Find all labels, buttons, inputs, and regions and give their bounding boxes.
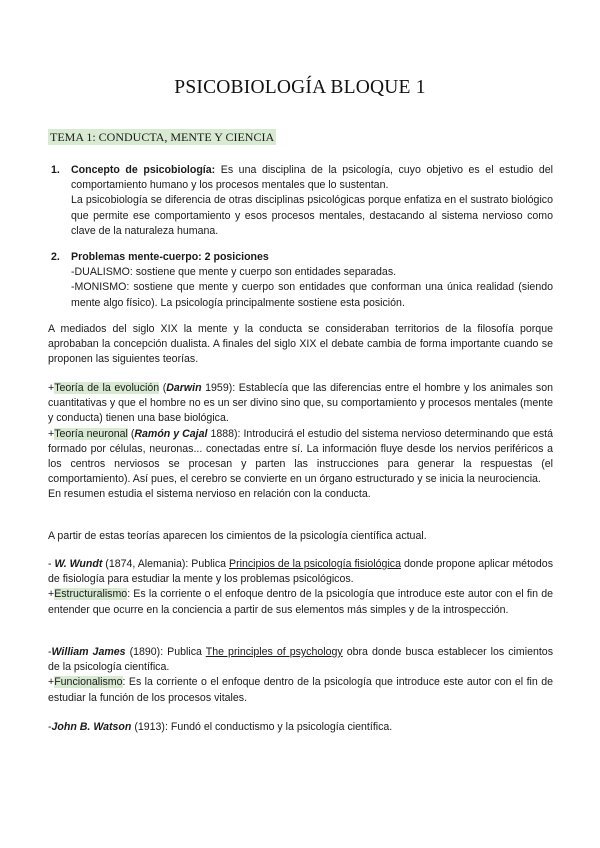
plus-prefix: +: [48, 588, 55, 601]
wundt-text: donde propone aplicar métodos de fisiología para estudiar la mente y los problemas psicológicos.: [48, 558, 553, 586]
monismo-line: -MONISMO: sostiene que mente y cuerpo son entidades que conforman una única realidad (siendo mente algo físico). La psicología principalmente sostiene esta posición.: [71, 281, 553, 309]
school-funcionalismo: Funcionalismo: [54, 676, 123, 689]
james-paragraph: [48, 645, 553, 706]
theory-evolucion-label: Teoría de la evolución: [54, 382, 160, 394]
cimientos-paragraph: A partir de estas teorías aparecen los cimientos de la psicología científica actual.: [48, 530, 427, 542]
document-title: PSICOBIOLOGÍA BLOQUE 1: [174, 77, 426, 98]
author-darwin: Darwin: [166, 382, 202, 394]
funcionalismo-text: : Es la corriente o el enfoque dentro de la psicología que introduce este autor con el fin de estudiar la función de los procesos vitales.: [48, 676, 553, 704]
section-heading-tema-1: TEMA 1: CONDUCTA, MENTE Y CIENCIA: [50, 130, 275, 144]
school-estructuralismo: Estructuralismo: [54, 588, 128, 601]
wundt-paragraph: [48, 557, 553, 618]
item-heading: Problemas mente-cuerpo: 2 posiciones: [71, 251, 269, 263]
theory-evolucion-text: 1959): Establecía que las diferencias entre el hombre y los animales son cuantitativas y que el hombre no es un ser divino sino que, su comportamiento y procesos mentales (mente y conducta) tienen una base biológica.: [48, 382, 554, 425]
plus-prefix: +: [48, 427, 55, 440]
theory-neuronal-label: Teoría neuronal: [54, 427, 128, 440]
author-watson: John B. Watson: [51, 721, 132, 733]
list-item-concepto: [48, 163, 553, 239]
author-cajal: Ramón y Cajal: [134, 427, 208, 440]
item-text: La psicobiología se diferencia de otras disciplinas psicológicas porque enfatiza en el sustrato biológico que permite ese comportamiento y esos procesos mentales, destacando al sistema nervioso como clave de la naturaleza humana.: [71, 194, 553, 237]
plus-prefix: +: [48, 382, 55, 394]
james-mid: (1890): Publica: [125, 646, 206, 658]
dash-prefix: -: [48, 721, 52, 733]
wundt-mid: (1874, Alemania): Publica: [102, 558, 229, 570]
paren-open: (: [127, 427, 135, 440]
dualismo-line: -DUALISMO: sostiene que mente y cuerpo son entidades separadas.: [71, 266, 397, 279]
theory-neuronal-text: 1888): Introducirá el estudio del sistema nervioso determinando que está formado por células, neuronas... conectadas entre sí. La información fluye desde los nervios periféricos a los centros nerviosos se procesan y parten las instrucciones para generar la respuestas (el comportamiento). Así pues, el cerebro se convierte en un órgano estructurado y se inicia la neurociencia.: [48, 427, 553, 486]
book-title-wundt: Principios de la psicología fisiológica: [229, 558, 401, 570]
plus-prefix: +: [48, 676, 55, 689]
book-title-james: The principles of psychology: [205, 646, 343, 658]
dash-prefix: -: [48, 646, 52, 658]
author-james: William James: [51, 646, 126, 658]
intro-paragraph: A mediados del siglo XIX la mente y la conducta se consideraban territorios de la filosofía porque aprobaban la concepción dualista. A finales del siglo XIX el debate cambia de forma importante cuando se proponen las siguientes teorías.: [48, 323, 553, 366]
theories-paragraph: [48, 381, 553, 503]
watson-text: (1913): Fundó el conductismo y la psicología científica.: [131, 721, 393, 733]
paren-open: (: [159, 382, 167, 394]
estructuralismo-text: : Es la corriente o el enfoque dentro de la psicología que introduce este autor con el fin de entender que ocurre en la conciencia a partir de sus elementos más simples y de la introspección.: [48, 588, 553, 616]
item-intro: Es una disciplina de la psicología, cuyo objetivo es el estudio del comportamiento humano y los procesos mentales que lo sustentan.: [71, 164, 553, 192]
list-item-mente-cuerpo: [48, 250, 553, 311]
watson-paragraph: [48, 720, 553, 735]
author-wundt: W. Wundt: [54, 558, 103, 570]
dash-prefix: -: [48, 558, 55, 570]
list-number: 1.: [51, 164, 60, 176]
james-text: obra donde busca establecer los cimientos de la psicología científica.: [48, 646, 553, 674]
item-heading: Concepto de psicobiología:: [71, 164, 216, 176]
summary-line: En resumen estudia el sistema nervioso en relación con la conducta.: [48, 488, 371, 501]
list-number: 2.: [51, 251, 60, 263]
